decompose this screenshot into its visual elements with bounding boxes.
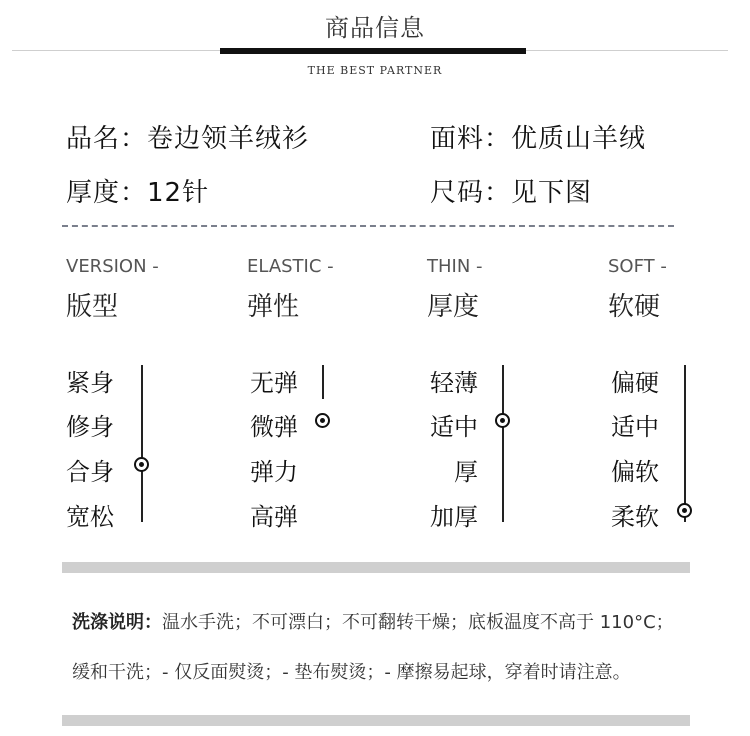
product-name: 品名：卷边领羊绒衫 — [66, 124, 310, 154]
elastic-option: 微弹 — [250, 413, 298, 441]
elastic-label-en: ELASTIC - — [247, 256, 334, 277]
elastic-option: 无弹 — [250, 369, 298, 397]
version-label: 版型 — [66, 292, 119, 322]
thin-selected-marker — [495, 413, 510, 428]
thin-option: 厚 — [454, 458, 478, 486]
header-accent-bar — [220, 48, 526, 54]
thin-label-en: THIN - — [427, 256, 483, 277]
version-option: 宽松 — [66, 503, 114, 531]
washing-label: 洗涤说明： — [72, 612, 162, 633]
washing-instructions-line1 — [72, 608, 674, 634]
elastic-label: 弹性 — [247, 292, 300, 322]
soft-option: 偏硬 — [611, 369, 659, 397]
thin-option: 加厚 — [430, 503, 478, 531]
product-thickness: 厚度：12针 — [66, 178, 210, 208]
version-selected-marker — [134, 457, 149, 472]
elastic-selected-marker — [315, 413, 330, 428]
grey-divider-top — [62, 562, 690, 573]
soft-label: 软硬 — [608, 292, 661, 322]
dashed-divider — [62, 225, 674, 227]
elastic-scale-line — [322, 365, 324, 399]
version-scale-line — [141, 365, 143, 522]
soft-option: 适中 — [611, 413, 659, 441]
thin-option: 适中 — [430, 413, 478, 441]
product-fabric: 面料：优质山羊绒 — [430, 124, 647, 154]
soft-scale-line — [684, 365, 686, 522]
thin-label: 厚度 — [427, 292, 480, 322]
section-subtitle: THE BEST PARTNER — [307, 64, 443, 77]
washing-text-line1: 温水手洗；不可漂白；不可翻转干燥；底板温度不高于 110°C； — [162, 612, 674, 633]
thin-option: 轻薄 — [430, 369, 478, 397]
elastic-option: 弹力 — [250, 458, 298, 486]
thin-scale-line — [502, 365, 504, 522]
soft-option: 偏软 — [611, 458, 659, 486]
version-option: 合身 — [66, 458, 114, 486]
washing-text-line2: 缓和干洗；- 仅反面熨烫；- 垫布熨烫；- 摩擦易起球，穿着时请注意。 — [72, 662, 631, 683]
version-option: 紧身 — [66, 369, 114, 397]
section-title: 商品信息 — [325, 14, 425, 42]
soft-label-en: SOFT - — [608, 256, 667, 277]
soft-option: 柔软 — [611, 503, 659, 531]
grey-divider-bottom — [62, 715, 690, 726]
elastic-option: 高弹 — [250, 503, 298, 531]
product-size: 尺码：见下图 — [430, 178, 593, 208]
version-label-en: VERSION - — [66, 256, 159, 277]
soft-selected-marker — [677, 503, 692, 518]
version-option: 修身 — [66, 413, 114, 441]
